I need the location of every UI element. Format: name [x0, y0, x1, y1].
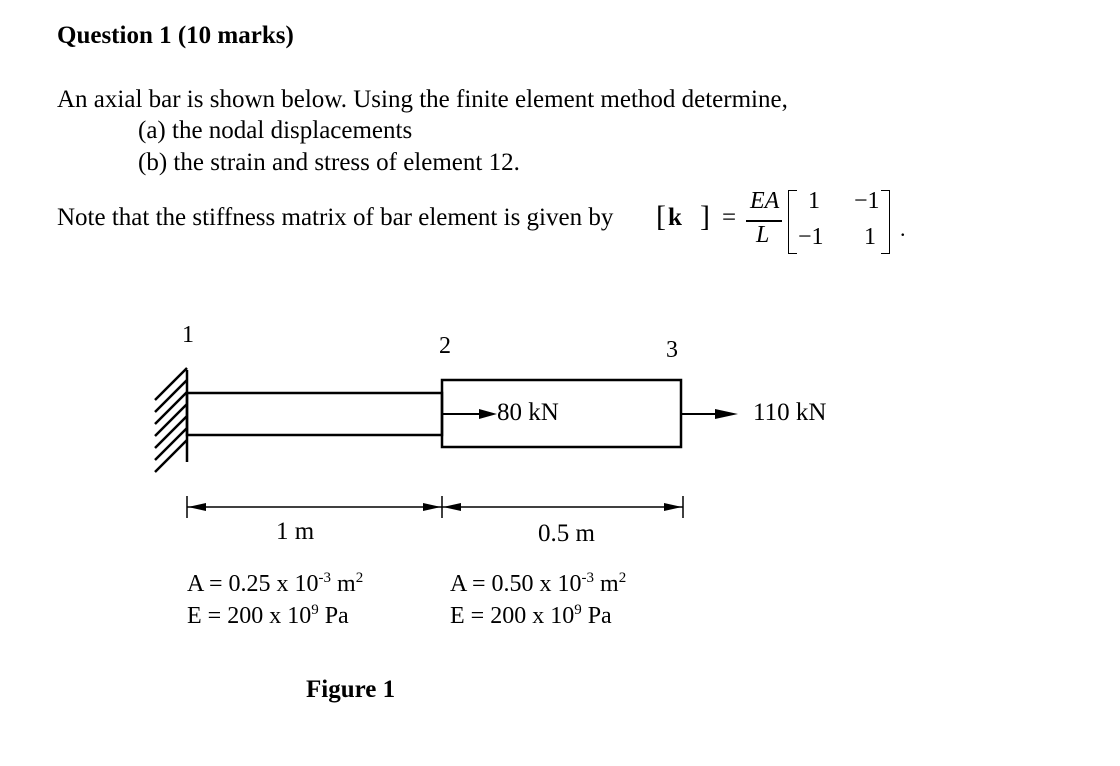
length-element-1: 1 m: [276, 518, 315, 545]
fraction-numerator: EA: [750, 188, 780, 214]
matrix-cell: 1: [864, 224, 876, 250]
arrow-head: [479, 409, 497, 419]
force-110-label: 110 kN: [753, 399, 827, 426]
equation-period: .: [900, 216, 906, 241]
arrow-head: [188, 503, 206, 511]
task-a: (a) the nodal displacements: [138, 117, 413, 144]
node-label-2: 2: [439, 333, 451, 359]
element-12: [187, 393, 442, 435]
arrow-head: [715, 409, 738, 419]
node-label-1: 1: [182, 322, 194, 348]
figure-caption: Figure 1: [306, 676, 396, 703]
k-open-bracket: [: [656, 200, 666, 233]
task-b: (b) the strain and stress of element 12.: [138, 149, 520, 176]
equals-sign: =: [722, 204, 737, 231]
node-label-3: 3: [666, 337, 678, 363]
length-element-2: 0.5 m: [538, 520, 595, 547]
arrow-head: [664, 503, 682, 511]
matrix-cell: −1: [798, 224, 824, 250]
fraction-denominator: L: [756, 222, 770, 248]
question-title: Question 1 (10 marks): [57, 22, 294, 49]
element-2-modulus: E = 200 x $10^9$ Pa: [450, 602, 612, 629]
element-1-modulus: E = 200 x $10^9$ Pa: [187, 602, 349, 629]
stiffness-note: Note that the stiffness matrix of bar element is given by: [57, 204, 614, 231]
element-1-area: A = 0.25 x $10^{-3}$ $m^2$: [187, 570, 364, 597]
force-80-label: 80 kN: [497, 399, 559, 426]
k-symbol: k: [668, 204, 682, 231]
arrow-head: [443, 503, 461, 511]
arrow-head: [423, 503, 441, 511]
question-intro: An axial bar is shown below. Using the finite element method determine,: [57, 86, 788, 113]
matrix-cell: −1: [854, 188, 880, 214]
k-close-bracket: ]: [700, 200, 710, 233]
element-2-area: A = 0.50 x $10^{-3}$ $m^2$: [450, 570, 627, 597]
matrix-cell: 1: [808, 188, 820, 214]
fixed-support: [155, 368, 187, 472]
